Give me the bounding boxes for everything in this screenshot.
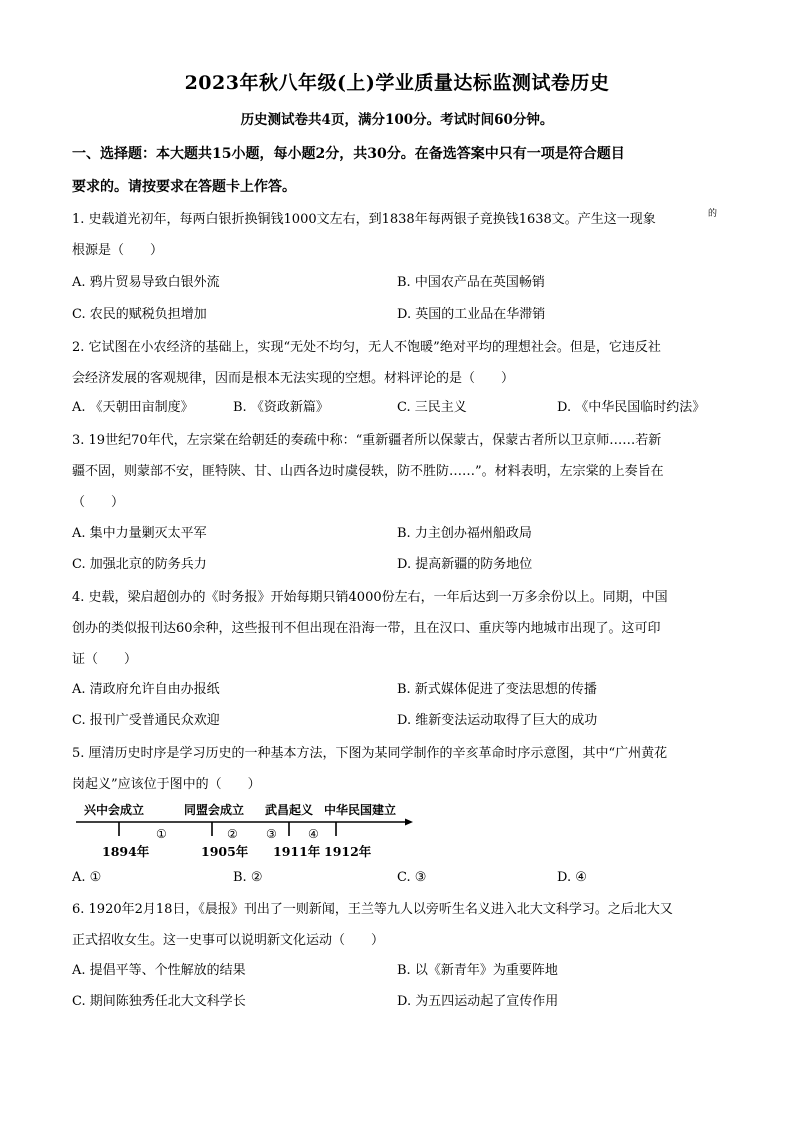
question-5-stem <box>72 738 724 800</box>
question-line: 3. 19世纪70年代，左宗棠在给朝廷的奏疏中称：“重新疆者所以保蒙古，保蒙古者所以卫京师……若新 <box>72 433 662 448</box>
option-d: D. 《中华民国临时约法》 <box>557 400 706 415</box>
question-line: 2. 它试图在小农经济的基础上，实现“无处不均匀，无人不饱暖”绝对平均的理想社会。但是，它违反社 <box>72 340 661 355</box>
option-a: A. 鸦片贸易导致白银外流 <box>72 275 220 290</box>
section-heading-line: 一、选择题：本大题共15小题，每小题2分，共30分。在备选答案中只有一项是符合题目 <box>72 146 625 162</box>
question-4-stem <box>72 582 724 675</box>
question-line: 6. 1920年2月18日，《晨报》刊出了一则新闻，王兰等九人以旁听生名义进入北大文科学习。之后北大又 <box>72 902 673 917</box>
marker-3: ③ <box>266 827 277 841</box>
marker-4: ④ <box>308 827 319 841</box>
question-line: 根源是（ ） <box>72 243 164 258</box>
option-c: C. 农民的赋税负担增加 <box>72 307 207 322</box>
option-b: B. 中国农产品在英国畅销 <box>397 275 545 290</box>
section-heading <box>72 138 722 204</box>
question-6-stem <box>72 894 724 956</box>
option-c: C. 三民主义 <box>397 400 467 415</box>
option-d: D. 提高新疆的防务地位 <box>397 557 533 572</box>
question-line: 1. 史载道光初年，每两白银折换铜钱1000文左右，到1838年每两银子竟换钱1638文。产生这一现象 <box>72 212 656 227</box>
marker-1: ① <box>156 827 167 841</box>
marker-2: ② <box>227 827 238 841</box>
question-line: 5. 厘清历史时序是学习历史的一种基本方法，下图为某同学制作的辛亥革命时序示意图，其中“广州黄花 <box>72 746 668 761</box>
exam-title: 2023年秋八年级(上)学业质量达标监测试卷历史 <box>184 72 610 94</box>
timeline-diagram <box>72 800 417 862</box>
question-3-stem <box>72 425 724 518</box>
stray-character: 的 <box>708 209 718 219</box>
section-heading-line: 要求的。请按要求在答题卡上作答。 <box>72 179 296 195</box>
option-b: B. 《资政新篇》 <box>233 400 329 415</box>
question-line: （ ） <box>72 495 125 510</box>
option-b: B. 力主创办福州船政局 <box>397 526 532 541</box>
question-2-stem <box>72 332 724 394</box>
event-label: 兴中会成立 <box>84 803 145 817</box>
question-1-stem <box>72 204 724 266</box>
option-c: C. ③ <box>397 870 427 885</box>
question-line: 岗起义”应该位于图中的（ ） <box>72 777 261 792</box>
question-line: 证（ ） <box>72 652 138 667</box>
option-a: A. 提倡平等、个性解放的结果 <box>72 963 246 978</box>
option-d: D. 英国的工业品在华滞销 <box>397 307 546 322</box>
option-c: C. 报刊广受普通民众欢迎 <box>72 713 220 728</box>
option-b: B. 以《新青年》为重要阵地 <box>397 963 558 978</box>
option-d: D. 为五四运动起了宣传作用 <box>397 994 559 1009</box>
option-b: B. ② <box>233 870 263 885</box>
option-c: C. 加强北京的防务兵力 <box>72 557 207 572</box>
year-label: 1912年 <box>324 844 372 859</box>
question-line: 4. 史载，梁启超创办的《时务报》开始每期只销4000份左右，一年后达到一万多余份以上。同期，中国 <box>72 590 668 605</box>
option-a: A. ① <box>72 870 102 885</box>
option-b: B. 新式媒体促进了变法思想的传播 <box>397 682 597 697</box>
arrow-head-icon <box>405 819 413 826</box>
question-line: 疆不固，则蒙部不安，匪特陕、甘、山西各边时虞侵轶，防不胜防……”。材料表明，左宗棠的上奏旨在 <box>72 464 664 479</box>
question-line: 正式招收女生。这一史事可以说明新文化运动（ ） <box>72 933 385 948</box>
exam-instructions: 历史测试卷共4页，满分100分。考试时间60分钟。 <box>240 112 554 128</box>
option-a: A. 《天朝田亩制度》 <box>72 400 194 415</box>
option-a: A. 清政府允许自由办报纸 <box>72 682 220 697</box>
option-c: C. 期间陈独秀任北大文科学长 <box>72 994 246 1009</box>
event-label: 中华民国建立 <box>324 803 397 817</box>
option-d: D. 维新变法运动取得了巨大的成功 <box>397 713 598 728</box>
year-label: 1905年 <box>201 844 249 859</box>
event-label: 同盟会成立 <box>184 803 245 817</box>
option-a: A. 集中力量剿灭太平军 <box>72 526 207 541</box>
option-d: D. ④ <box>557 870 587 885</box>
year-label: 1894年 <box>102 844 150 859</box>
year-label: 1911年 <box>273 844 321 859</box>
question-line: 会经济发展的客观规律，因而是根本无法实现的空想。材料评论的是（ ） <box>72 371 515 386</box>
event-label: 武昌起义 <box>265 803 314 817</box>
question-line: 创办的类似报刊达60余种，这些报刊不但出现在沿海一带，且在汉口、重庆等内地城市出现了。这可印 <box>72 621 661 636</box>
